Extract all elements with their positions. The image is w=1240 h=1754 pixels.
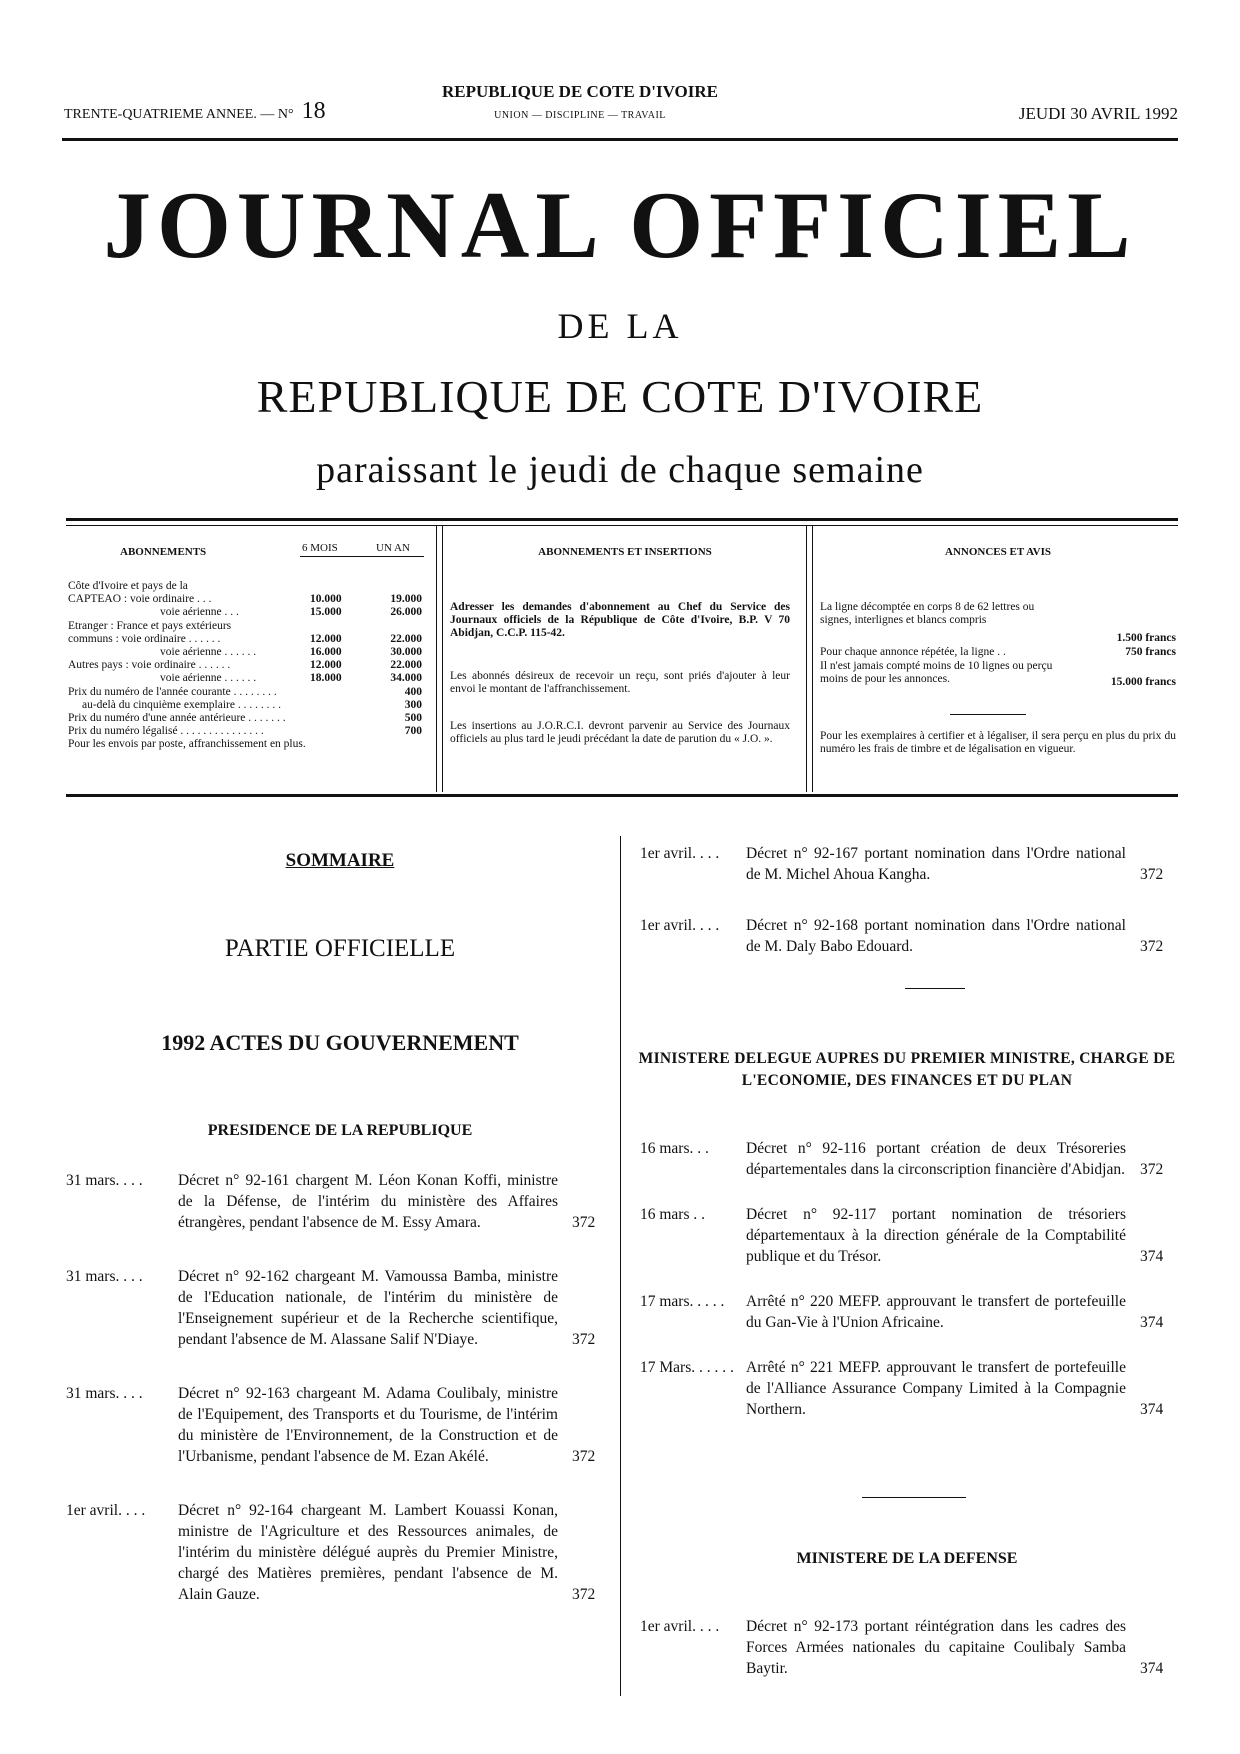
tariff-6mois-value: 12.000 (310, 632, 342, 645)
tariff-unan-value: 30.000 (390, 646, 422, 658)
entry-page: 374 (1140, 1314, 1164, 1331)
tariff-label: voie aérienne . . . (160, 606, 239, 619)
insertions-heading: ABONNEMENTS ET INSERTIONS (538, 546, 712, 558)
tariff-label: Pour les envois par poste, affranchissement en plus. (68, 738, 306, 751)
box-top-rule (66, 518, 1178, 521)
insertions-p1: Adresser les demandes d'abonnement au Chef du Service des Journaux officiels de la République de Côte d'Ivoire, B.P. V 70 Abidjan, C.C.P. 115-42. (450, 601, 790, 639)
partie-officielle: PARTIE OFFICIELLE (224, 935, 456, 962)
entry-text: Décret n° 92-116 portant création de deux Trésoreries départementales dans la circonscription financière d'Abidjan. (746, 1140, 1126, 1178)
tariff-label: CAPTEAO : voie ordinaire . . . (68, 593, 212, 606)
entry-text: Arrêté n° 220 MEFP. approuvant le transfert de portefeuille du Gan-Vie à l'Union Africaine. (746, 1293, 1126, 1331)
box-divider-3 (806, 526, 807, 792)
entry-page: 372 (572, 1214, 596, 1231)
annonces-l2: Pour chaque annonce répétée, la ligne . . (820, 646, 1006, 658)
tariff-label: Autres pays : voie ordinaire . . . . . . (68, 659, 231, 672)
annonces-l1-price: 1.500 francs (1116, 632, 1176, 644)
box-bottom-rule (66, 794, 1178, 797)
tariff-unan-value: 34.000 (390, 672, 422, 685)
box-top-rule-thin (66, 525, 1178, 526)
tariff-unan-value: 26.000 (390, 606, 422, 619)
tariff-label: voie aérienne . . . . . . (160, 646, 257, 658)
entry-date: 16 mars. . . (640, 1140, 709, 1157)
entry-page: 374 (1140, 1248, 1164, 1265)
tariff-label: communs : voie ordinaire . . . . . . (68, 632, 221, 645)
entry-text: Décret n° 92-164 chargeant M. Lambert Kouassi Konan, ministre de l'Agriculture et des Ressources animales, de l'intérim du ministère délégué auprès du Premier Ministre, chargé des Matières premières, pendant l'absence de M. Alain Gauze. (178, 1502, 558, 1603)
tariff-label: Côte d'Ivoire et pays de la (68, 580, 188, 592)
entry-date: 31 mars. . . . (66, 1172, 143, 1189)
entry-date: 17 mars. . . . . (640, 1293, 725, 1310)
tariffs-heading: ABONNEMENTS (120, 546, 207, 558)
entry-text: Décret n° 92-167 portant nomination dans l'Ordre national de M. Michel Ahoua Kangha. (746, 845, 1126, 883)
entry-date: 16 mars . . (640, 1206, 706, 1223)
column-separator (620, 836, 621, 1696)
box-divider-2 (442, 526, 443, 792)
tariff-label: au-delà du cinquième exemplaire . . . . . . . . (82, 698, 281, 711)
entry-text: Décret n° 92-161 chargent M. Léon Konan Koffi, ministre de la Défense, de l'intérim du ministère des Affaires étrangères, pendant l'absence de M. Essy Amara. (178, 1172, 558, 1231)
tariff-unan-value: 22.000 (390, 659, 422, 672)
year-label: TRENTE-QUATRIEME ANNEE. — N° (64, 107, 294, 122)
entry-page: 372 (1140, 866, 1164, 883)
tariff-6mois-value: 18.000 (310, 672, 342, 685)
tariff-label: Etranger : France et pays extérieurs (68, 619, 232, 632)
entry-date: 1er avril. . . . (640, 1618, 720, 1635)
header-rule (62, 138, 1178, 141)
entry-text: Décret n° 92-168 portant nomination dans l'Ordre national de M. Daly Babo Edouard. (746, 917, 1126, 955)
tariffs-col-unan: UN AN (376, 542, 410, 554)
tariff-6mois-value: 15.000 (310, 606, 342, 619)
tariffs-col-rule (300, 556, 424, 557)
insertions-p2: Les abonnés désireux de recevoir un reçu, sont priés d'ajouter à leur envoi le montant de l'affranchissement. (450, 670, 790, 695)
country-title: REPUBLIQUE DE COTE D'IVOIRE (256, 371, 984, 422)
tariffs-col-6mois: 6 MOIS (302, 542, 338, 554)
entry-text: Décret n° 92-163 chargeant M. Adama Coulibaly, ministre de l'Equipement, des Transports et du Tourisme, de l'intérim du ministère de l'Environnement, de la Construction et de l'Urbanisme, pendant l'absence de M. Ezan Akélé. (178, 1385, 558, 1465)
tariff-label: Prix du numéro de l'année courante . . . . . . . . (68, 685, 277, 698)
entry-page: 374 (1140, 1660, 1164, 1677)
year-issue-line (64, 98, 326, 125)
annonces-note: Pour les exemplaires à certifier et à légaliser, il sera perçu en plus du prix du numéro les frais de timbre et de légalisation en vigueur. (820, 730, 1176, 755)
entry-page: 372 (572, 1448, 596, 1465)
annonces-l3: Il n'est jamais compté moins de 10 lignes ou perçu moins de pour les annonces. (820, 660, 1053, 685)
tariff-label: voie aérienne . . . . . . (160, 672, 257, 685)
annonces-l2-price: 750 francs (1125, 646, 1176, 658)
ministere-economie-title: MINISTERE DELEGUE AUPRES DU PREMIER MINISTRE, CHARGE DE L'ECONOMIE, DES FINANCES ET DU PLAN (638, 1050, 1176, 1089)
entry-date: 1er avril. . . . (640, 845, 720, 862)
actes-title: 1992 ACTES DU GOUVERNEMENT (161, 1030, 519, 1055)
entry-date: 1er avril. . . . (640, 917, 720, 934)
tariff-unan-value: 19.000 (390, 593, 422, 606)
presidence-title: PRESIDENCE DE LA REPUBLIQUE (207, 1122, 473, 1139)
entry-text: Arrêté n° 221 MEFP. approuvant le transfert de portefeuille de l'Alliance Assurance Company Limited à la Compagnie Northern. (746, 1359, 1126, 1418)
entry-date: 17 Mars. . . . . . (640, 1359, 734, 1376)
journal-title: JOURNAL OFFICIEL (103, 172, 1137, 278)
entry-text: Décret n° 92-162 chargeant M. Vamoussa Bamba, ministre de l'Education nationale, de l'intérim du ministère de l'Enseignement supérieur et de la Recherche scientifique, pendant l'absence de M. Alassane Salif N'Diaye. (178, 1268, 558, 1348)
tariff-unan-value: 300 (404, 698, 422, 711)
subtitle: paraissant le jeudi de chaque semaine (316, 449, 924, 491)
entry-page: 372 (572, 1331, 596, 1348)
annonces-l3-price: 15.000 francs (1110, 676, 1176, 688)
motto: UNION — DISCIPLINE — TRAVAIL (494, 110, 666, 121)
insertions-p3: Les insertions au J.O.R.C.I. devront parvenir au Service des Journaux officiels au plus tard le jeudi précédant la date de parution du « J.O. ». (450, 720, 790, 745)
tariff-6mois-value: 16.000 (310, 646, 342, 658)
entry-page: 374 (1140, 1401, 1164, 1418)
entry-date: 1er avril. . . . (66, 1502, 146, 1519)
tariff-label: Prix du numéro légalisé . . . . . . . . . . . . . . . (68, 725, 264, 738)
republic-header: REPUBLIQUE DE COTE D'IVOIRE (442, 82, 718, 101)
entry-text: Décret n° 92-117 portant nomination de trésoriers départementaux à la direction générale de la Comptabilité publique et du Trésor. (746, 1206, 1126, 1265)
annonces-rule (950, 714, 1026, 715)
entry-page: 372 (1140, 1161, 1164, 1178)
issue-number: 18 (301, 98, 326, 124)
box-divider-1 (436, 526, 437, 792)
right-short-rule (905, 988, 965, 989)
annonces-heading: ANNONCES ET AVIS (945, 546, 1051, 558)
tariff-label: Prix du numéro d'une année antérieure . . . . . . . (68, 712, 286, 724)
box-divider-4 (812, 526, 813, 792)
tariff-unan-value: 400 (404, 685, 422, 698)
ministere-defense-title: MINISTERE DE LA DEFENSE (796, 1550, 1018, 1567)
de-la: DE LA (557, 306, 683, 346)
entry-page: 372 (1140, 938, 1164, 955)
tariff-unan-value: 700 (404, 725, 422, 738)
tariff-6mois-value: 10.000 (310, 593, 342, 606)
tariff-unan-value: 500 (404, 712, 422, 724)
entry-date: 31 mars. . . . (66, 1385, 143, 1402)
issue-date: JEUDI 30 AVRIL 1992 (1018, 104, 1178, 123)
entry-date: 31 mars. . . . (66, 1268, 143, 1285)
annonces-l1: La ligne décomptée en corps 8 de 62 lettres ou signes, interlignes et blancs compris (820, 601, 1035, 626)
sommaire-title: SOMMAIRE (285, 850, 395, 871)
tariff-unan-value: 22.000 (390, 632, 422, 645)
economie-rule (862, 1497, 966, 1498)
tariff-6mois-value: 12.000 (310, 659, 342, 672)
entry-text: Décret n° 92-173 portant réintégration dans les cadres des Forces Armées nationales du capitaine Coulibaly Samba Baytir. (746, 1618, 1126, 1677)
entry-page: 372 (572, 1586, 596, 1603)
